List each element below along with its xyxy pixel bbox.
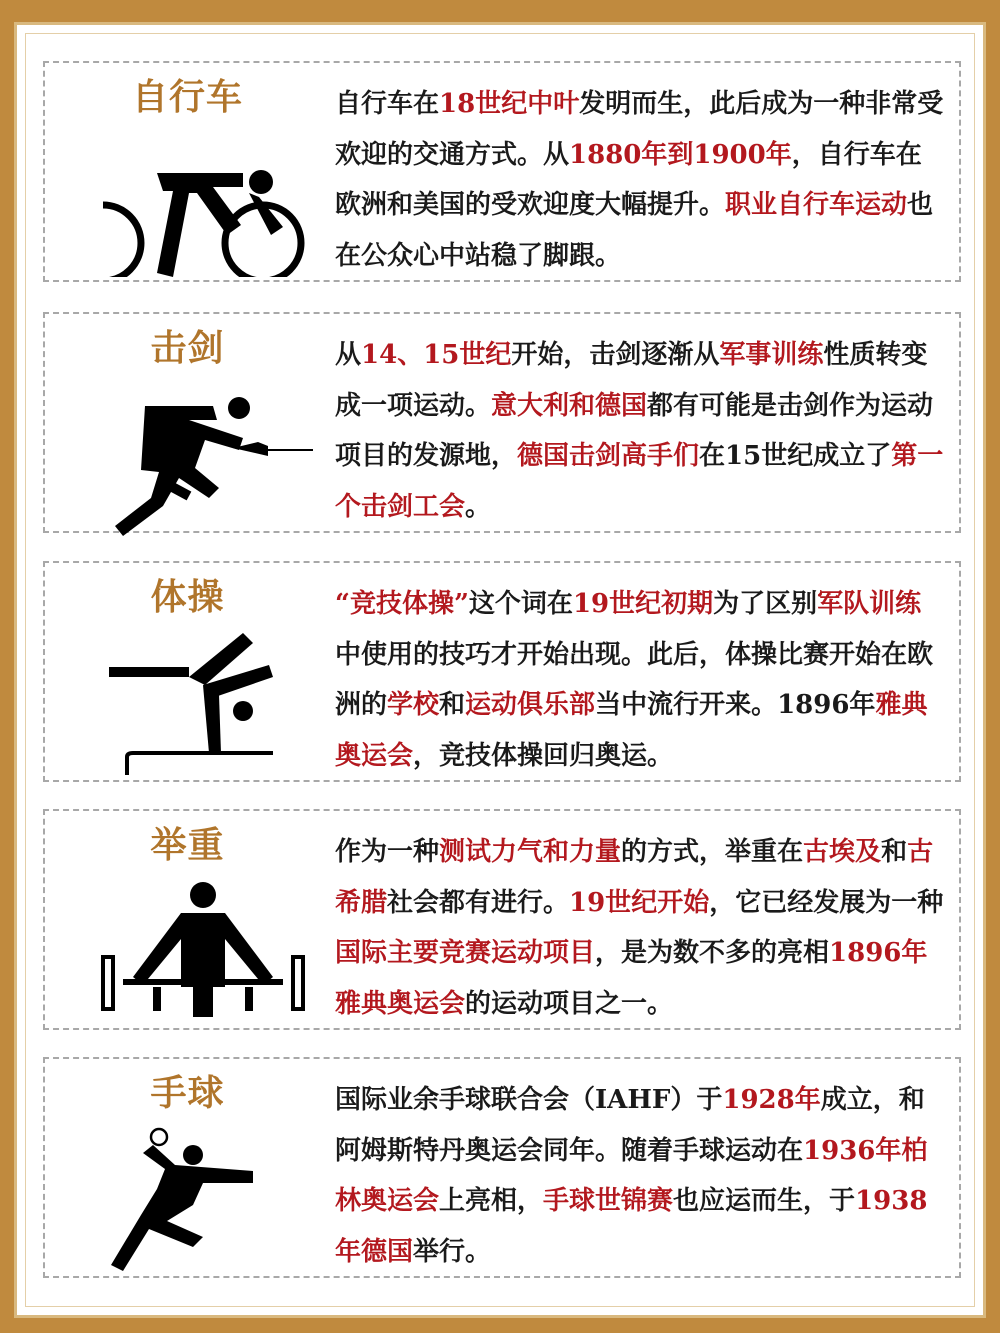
watermark [927,1283,967,1303]
body-text: 当中流行开来。1896年 [595,690,876,720]
sport-card-cycling [43,61,961,282]
highlight-text: 1880年到1900年 [569,139,792,170]
body-text: 成立，和阿姆斯特丹奥运会同年。随着手球运动在 [335,1085,925,1166]
body-text: 为了区别 [713,589,818,619]
body-text: 开始，击剑逐渐从 [511,340,720,370]
body-text: 作为一种 [335,837,440,867]
card-body [335,827,945,1029]
sport-card-fencing [43,312,961,533]
body-text: 的方式，举重在 [621,837,804,867]
sport-card-gymnastics [43,561,961,782]
body-text: 发明而生，此后成为一种非常受欢迎的交通方式。从 [335,89,944,170]
card-body [335,330,945,532]
highlight-text: 雅典奥运会 [335,690,928,771]
highlight-text: 19世纪初期 [572,589,714,619]
body-text: 中使用的技巧才开始出现。此后，体操比赛开始在欧洲的 [335,639,934,720]
highlight-text: 19世纪开始 [569,887,710,918]
weightlifting-icon [93,877,313,1027]
highlight-text: 古埃及 [803,837,882,867]
card-title: 举重 [150,825,225,866]
cycling-icon [93,127,313,277]
highlight-text: 国际主要竞赛运动项目 [335,938,596,968]
body-text: 上亮相， [439,1186,544,1216]
body-text: ，竞技体操回归奥运。 [413,740,674,771]
highlight-text: 第一个击剑工会 [335,441,944,522]
body-text: 都有可能是击剑作为运动项目的发源地， [335,390,934,471]
body-text: 性质转变成一项运动。 [335,340,928,421]
highlight-text: 德国击剑高手们 [517,441,700,471]
sport-card-weightlifting [43,809,961,1030]
body-text: 自行车在 [335,89,440,119]
highlight-text: 手球世锦赛 [543,1186,674,1216]
body-text: 的运动项目之一。 [465,988,674,1019]
highlight-text: 职业自行车运动 [725,190,908,220]
highlight-text: 军事训练 [719,340,824,370]
body-text: 。 [465,491,492,522]
body-text: 也在公众心中站稳了脚跟。 [335,190,934,271]
card-title: 手球 [150,1073,225,1114]
sport-card-handball [43,1057,961,1278]
highlight-text: 1936年柏林奥运会 [335,1135,928,1216]
body-text: 从 [335,340,362,370]
body-text: 在15世纪成立了 [699,441,892,471]
highlight-text: 1938年德国 [335,1186,928,1267]
card-title: 体操 [150,577,225,618]
gymnastics-icon [93,625,313,775]
highlight-text: 1928年 [722,1085,821,1115]
body-text: 和 [439,690,466,720]
body-text: 举行。 [413,1236,492,1267]
fencing-icon [93,386,313,536]
highlight-text: 18世纪中叶 [439,89,580,119]
body-text: 这个词在 [468,589,573,619]
highlight-text: 14、15世纪 [361,340,512,370]
highlight-text: 古希腊 [335,837,934,918]
body-text: 社会都有进行。 [387,887,570,918]
body-text: ，它已经发展为一种 [709,887,944,918]
highlight-text: 军队训练 [817,589,922,619]
page-frame [14,22,986,1318]
body-text: ，自行车在欧洲和美国的受欢迎度大幅提升。 [335,139,922,220]
highlight-text: “竞技体操” [335,589,469,619]
body-text: ，是为数不多的亮相 [595,938,830,968]
card-body [335,1075,945,1277]
body-text: 也应运而生，于 [673,1186,856,1216]
highlight-text: 测试力气和力量 [439,837,622,867]
body-text: 国际业余手球联合会（IAHF）于 [335,1085,723,1115]
highlight-text: 意大利和德国 [491,390,648,421]
body-text: 和 [881,837,908,867]
handball-icon [93,1125,313,1275]
highlight-text: 运动俱乐部 [465,690,596,720]
highlight-text: 学校 [387,690,440,720]
highlight-text: 1896年雅典奥运会 [335,938,928,1019]
card-title: 击剑 [150,328,225,369]
card-title: 自行车 [131,77,243,118]
card-body [335,79,945,281]
card-body [335,579,945,781]
